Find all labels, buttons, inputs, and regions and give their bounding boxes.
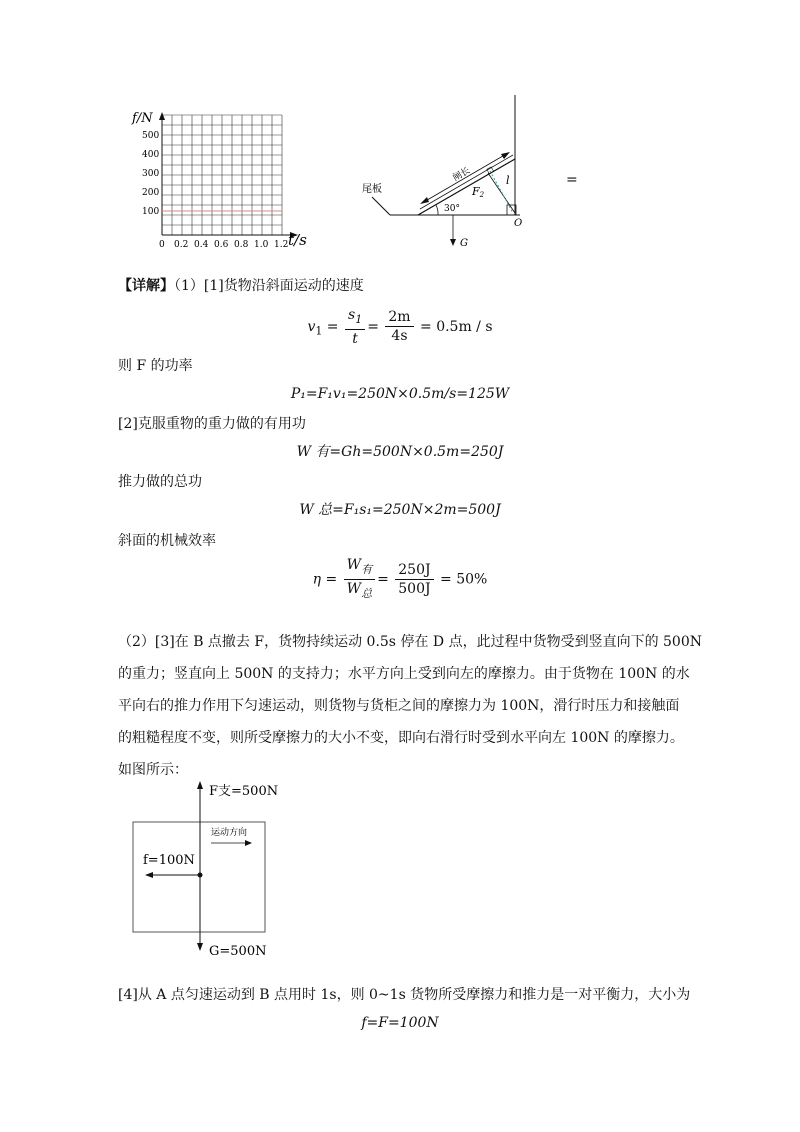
x-tick-label: 0.2 bbox=[174, 240, 189, 250]
efficiency-equation: η = $\frac{W_有}{W_总}$ = $\frac{250J}{500J}$ = 50% bbox=[0, 556, 800, 603]
friction-time-graph bbox=[120, 100, 320, 255]
part2-line-4: 的粗糙程度不变，则所受摩擦力的大小不变，即向右滑行时受到水平向左 100N 的摩擦力。 bbox=[118, 730, 684, 746]
force-arm-dashed bbox=[490, 171, 513, 213]
graph-x-ticks bbox=[159, 240, 288, 250]
force-f2-label: F2 bbox=[472, 185, 485, 199]
solution-heading: 【详解】 bbox=[118, 278, 174, 294]
force-origin-dot bbox=[198, 873, 203, 878]
incline-diagram bbox=[360, 95, 540, 260]
x-tick-label: 0.8 bbox=[234, 240, 249, 250]
final-equation: f=F=100N bbox=[361, 1015, 439, 1031]
support-force-label: F支=500N bbox=[209, 784, 279, 799]
graph-y-axis-arrow bbox=[159, 112, 165, 120]
motion-direction-label: 运动方向 bbox=[211, 828, 248, 838]
x-tick-label: 0.6 bbox=[214, 240, 229, 250]
tail-board bbox=[372, 197, 390, 215]
part2-line-3: 平向右的推力作用下匀速运动，则货物与货柜之间的摩擦力为 100N，滑行时压力和接触面 bbox=[118, 698, 680, 714]
part2-line-5: 如图所示： bbox=[118, 762, 188, 778]
part2-line-2: 的重力；竖直向上 500N 的支持力；水平方向上受到向左的摩擦力。由于货物在 100N 的水 bbox=[118, 666, 690, 682]
power-intro: 则 F 的功率 bbox=[118, 358, 193, 374]
force-diagram bbox=[125, 775, 305, 965]
graph-y-axis-label: f/N bbox=[132, 111, 153, 126]
gravity-force-label: G=500N bbox=[209, 944, 267, 959]
gravity-label: G bbox=[460, 238, 468, 249]
graph-x-axis-label: t/s bbox=[288, 231, 307, 249]
y-tick-label: 200 bbox=[142, 188, 160, 198]
graph-y-ticks bbox=[142, 131, 159, 217]
pivot-label: O bbox=[514, 218, 523, 229]
part4-text: [4]从 A 点匀速运动到 B 点用时 1s，则 0~1s 货物所受摩擦力和推力是一对平衡力，大小为 bbox=[118, 987, 691, 1003]
gravity-arrowhead bbox=[450, 239, 456, 246]
useful-work-intro: [2]克服重物的重力做的有用功 bbox=[118, 416, 306, 432]
motion-direction-arrowhead bbox=[245, 840, 252, 846]
y-tick-label: 500 bbox=[142, 131, 160, 141]
velocity-fraction-numeric: $\frac{2m}{4s}$ bbox=[385, 308, 413, 345]
total-work-intro: 推力做的总功 bbox=[118, 474, 202, 490]
total-work-equation: W 总=F₁s₁=250N×2m=500J bbox=[299, 502, 501, 518]
incline-plank-top bbox=[420, 155, 513, 209]
arm-label: l bbox=[506, 174, 510, 187]
part2-line-1: （2）[3]在 B 点撤去 F，货物持续运动 0.5s 停在 D 点，此过程中货物受到竖直向下的 500N bbox=[118, 634, 702, 650]
velocity-equation: $v_1$ = $\frac{s_1}{t}$ = $\frac{2m}{4s}$ = 0.5m / s bbox=[307, 307, 493, 347]
solution-intro bbox=[118, 276, 364, 296]
friction-force-label: f=100N bbox=[143, 853, 195, 868]
graph-grid bbox=[162, 115, 282, 235]
x-tick-label: 1.2 bbox=[274, 240, 289, 250]
equals-sign: = bbox=[566, 172, 578, 188]
tail-board-label: 尾板 bbox=[362, 184, 382, 195]
efficiency-intro: 斜面的机械效率 bbox=[118, 533, 216, 549]
part1-intro: （1）[1]货物沿斜面运动的速度 bbox=[174, 278, 364, 294]
y-tick-label: 300 bbox=[142, 169, 160, 179]
efficiency-fraction-symbolic: $\frac{W_有}{W_总}$ bbox=[344, 556, 375, 603]
gate-length-label: 闸长 bbox=[451, 165, 473, 184]
x-tick-label: 0 bbox=[159, 240, 165, 250]
gate-length-arrowhead-left bbox=[420, 197, 429, 204]
useful-work-equation: W 有=Gh=500N×0.5m=250J bbox=[296, 444, 504, 460]
velocity-fraction-symbolic: $\frac{s_1}{t}$ bbox=[345, 306, 365, 348]
support-force-arrowhead bbox=[197, 781, 203, 789]
friction-force-arrowhead bbox=[145, 872, 153, 878]
angle-label: 30° bbox=[444, 204, 460, 214]
y-tick-label: 100 bbox=[142, 207, 160, 217]
angle-arc bbox=[436, 205, 438, 215]
x-tick-label: 1.0 bbox=[254, 240, 269, 250]
power-equation: P₁=F₁v₁=250N×0.5m/s=125W bbox=[290, 386, 510, 402]
gravity-force-arrowhead bbox=[197, 943, 203, 951]
y-tick-label: 400 bbox=[142, 150, 160, 160]
x-tick-label: 0.4 bbox=[194, 240, 209, 250]
efficiency-fraction-numeric: $\frac{250J}{500J}$ bbox=[395, 561, 433, 598]
